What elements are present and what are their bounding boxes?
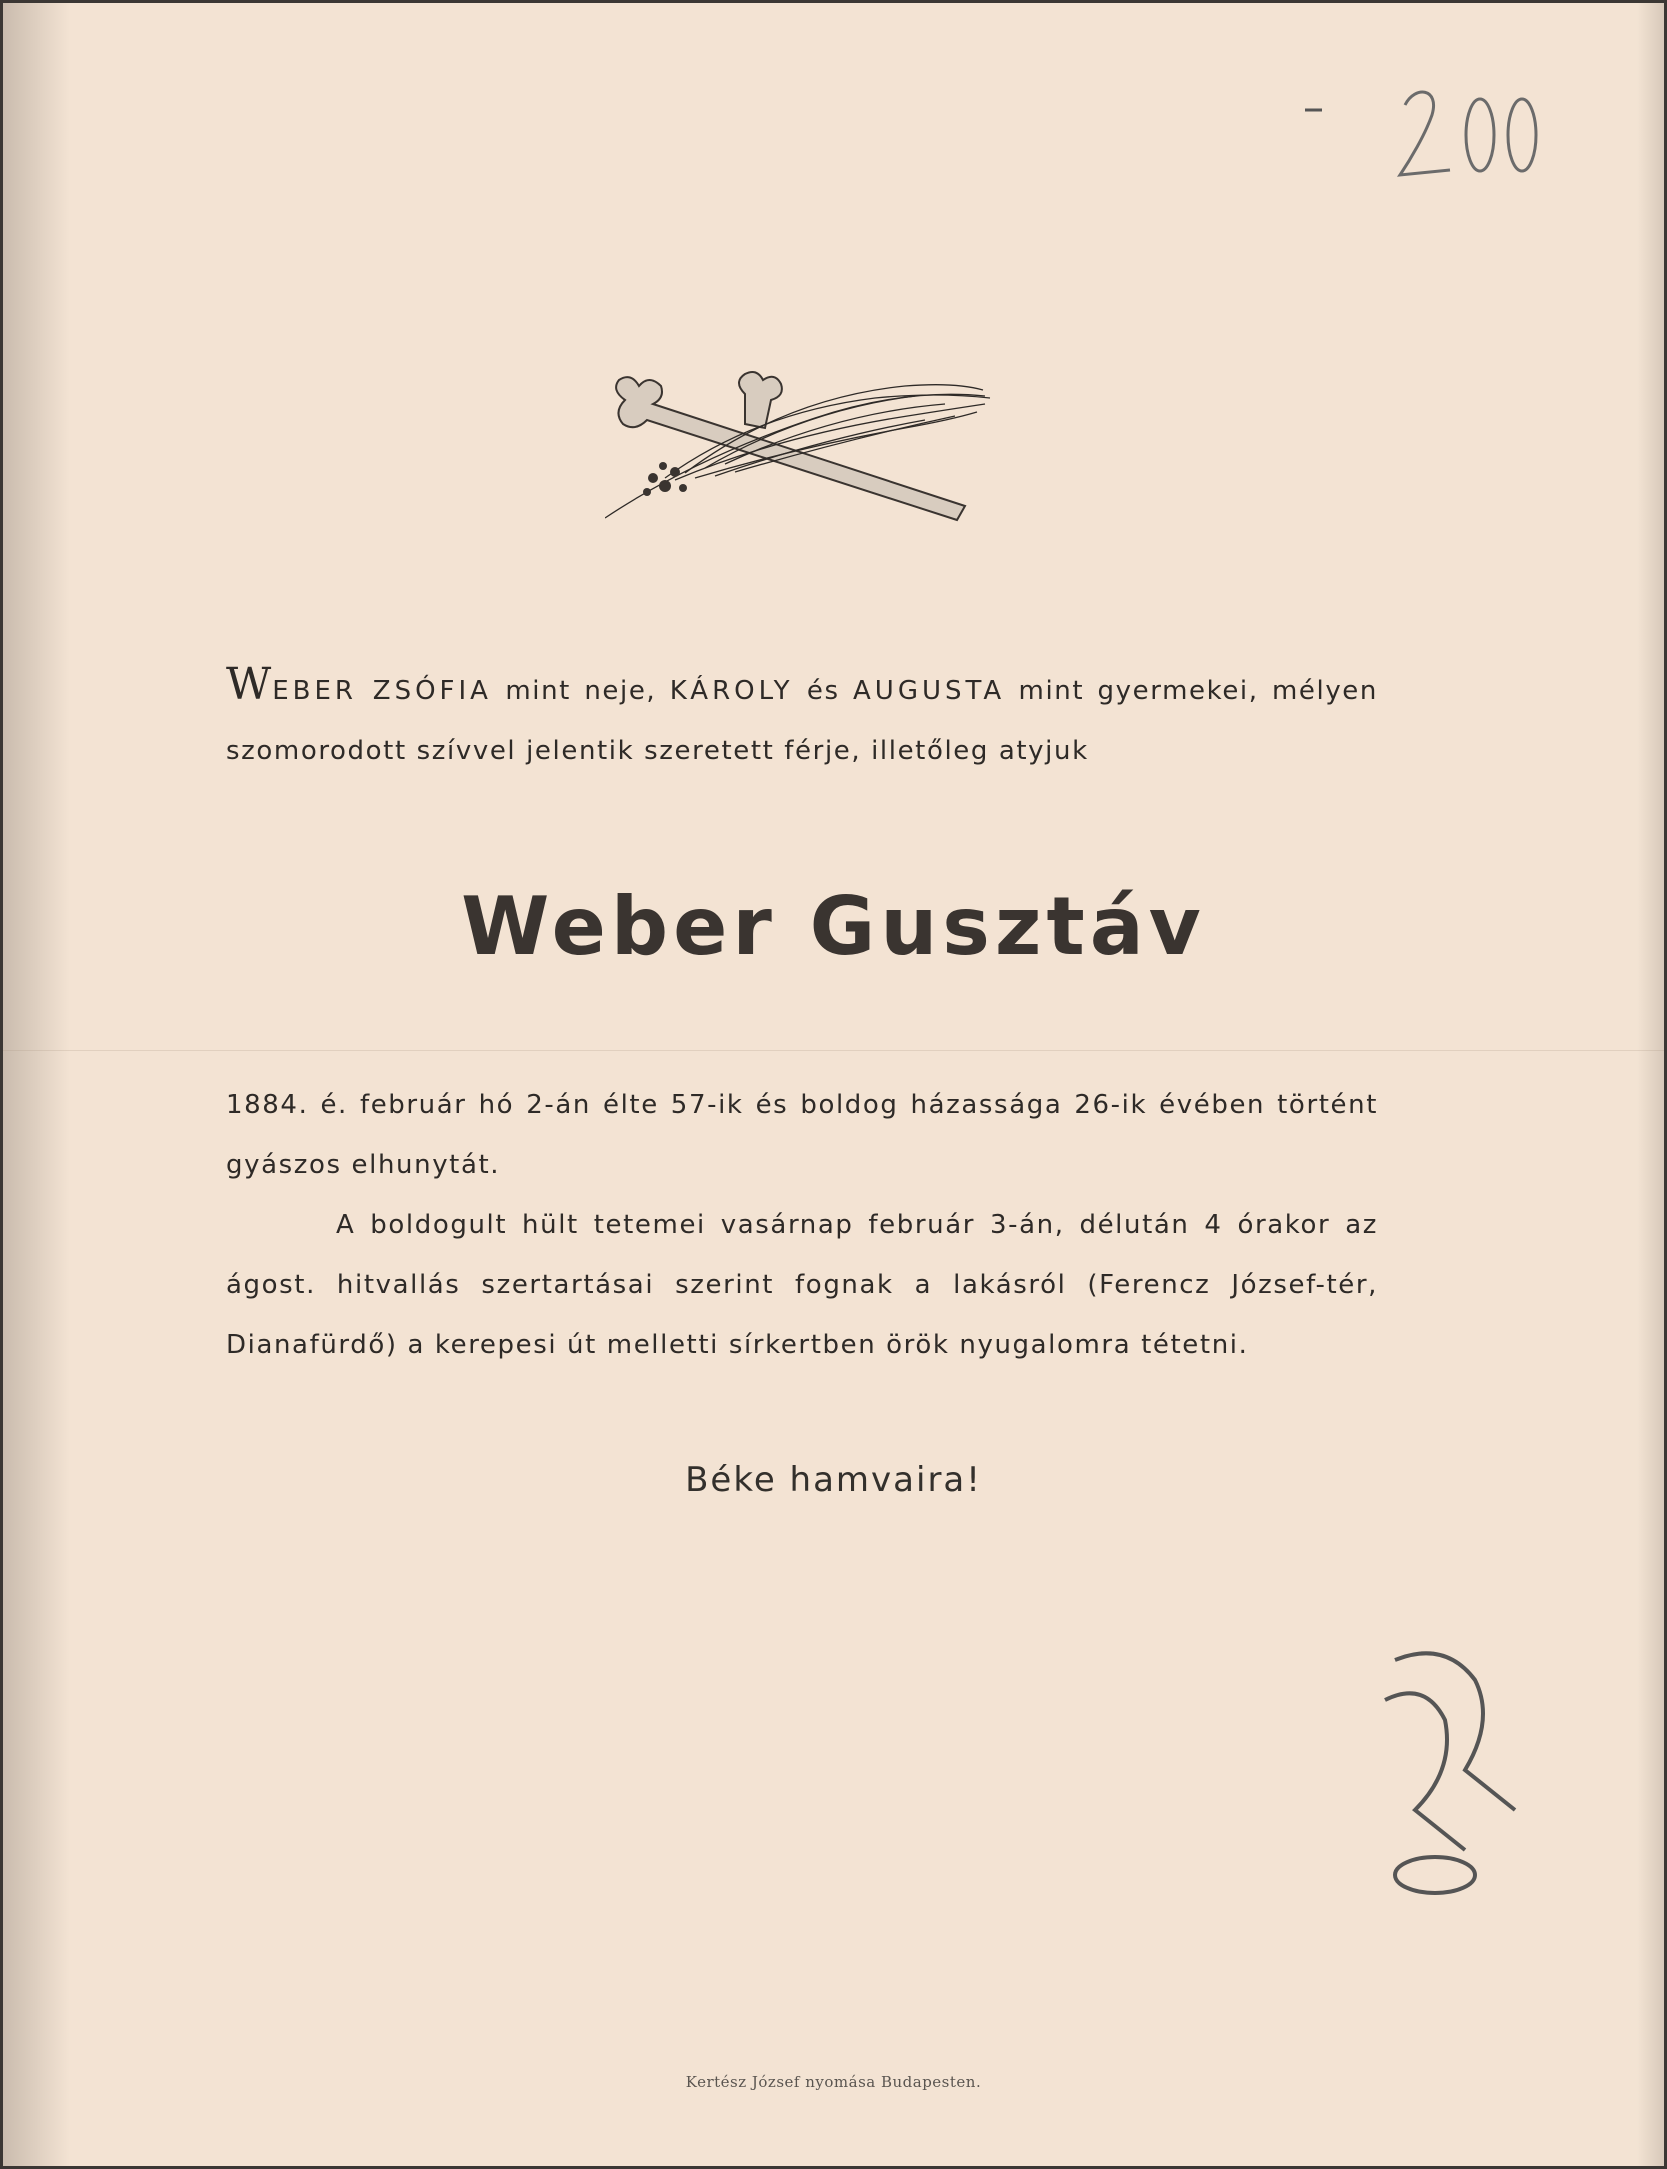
funeral-text: A boldogult hült tetemei vasárnap február 3-án, délután 4 órakor az ágost. hitvallás szertartásai szerint fognak a lakásról (Ferencz József-tér, Dianafürdő) a kerepesi út melletti sírkertben örök nyugalomra tétetni. <box>226 1210 1378 1360</box>
pencil-annotation-bottom <box>1375 1640 1525 1910</box>
intro-text-3: mint gyermekei, mélyen szomorodott szívvel jelentik szeretett férje, illetőleg atyjuk <box>226 676 1378 766</box>
printer-imprint: Kertész József nyomása Budapesten. <box>685 2073 982 2091</box>
closing-phrase: Béke hamvaira! <box>685 1460 982 1500</box>
scan-right-shadow <box>1637 0 1667 2169</box>
cross-with-palm-frond-icon <box>605 368 995 528</box>
death-text: 1884. é. február hó 2-án élte 57-ik és boldog házassága 26-ik évében történt gyászos elhunytát. <box>226 1090 1378 1180</box>
intro-text-1: mint neje, <box>491 676 670 706</box>
deceased-name: Weber Gusztáv <box>461 880 1206 973</box>
paper-fold-line <box>0 1050 1667 1051</box>
daughter-name: AUGUSTA <box>853 676 1006 706</box>
pencil-annotation-top <box>1300 80 1580 190</box>
son-name: KÁROLY <box>669 676 794 706</box>
intro-text-2: és <box>793 676 854 706</box>
widow-name: EBER ZSÓFIA <box>272 676 492 706</box>
death-paragraph <box>226 1075 1378 1375</box>
widow-initial: W <box>226 659 273 710</box>
scan-left-shadow <box>0 0 70 2169</box>
announcement-intro <box>226 655 1378 781</box>
